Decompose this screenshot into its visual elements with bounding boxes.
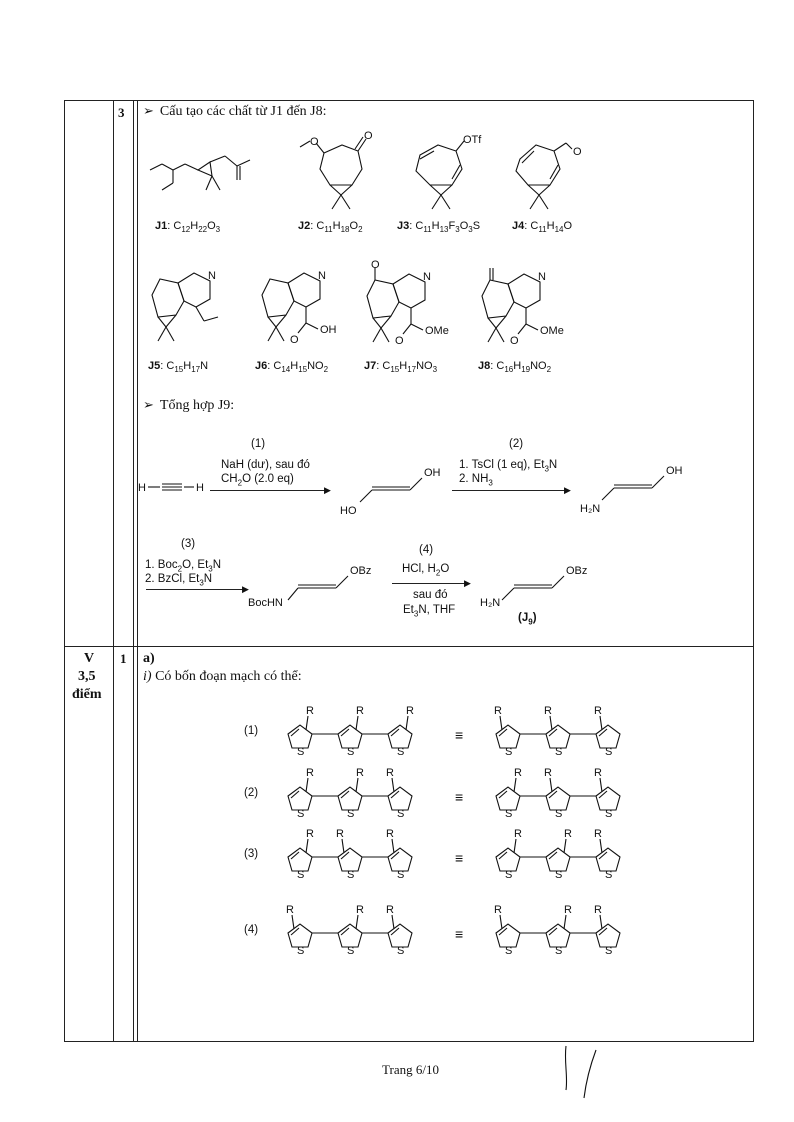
svg-text:S: S bbox=[505, 869, 513, 881]
svg-text:N: N bbox=[538, 271, 546, 283]
svg-text:N: N bbox=[318, 270, 326, 282]
svg-text:N: N bbox=[423, 271, 431, 283]
table-bottom bbox=[64, 1041, 754, 1042]
step4-line3: $Et_3N$, THF bbox=[403, 604, 456, 619]
step1-line2: $CH_2O$ (2.0 eq) bbox=[221, 473, 294, 488]
svg-text:OH: OH bbox=[424, 467, 441, 479]
svg-text:O: O bbox=[371, 259, 380, 271]
arrow-bullet-icon: ➢ bbox=[143, 104, 154, 119]
table-col2-right bbox=[133, 100, 134, 1042]
step3-line2: 2. BzCl, $Et_3N$ bbox=[145, 573, 213, 588]
svg-text:O: O bbox=[310, 136, 319, 148]
svg-text:R: R bbox=[564, 904, 572, 916]
arrow-bullet-icon: ➢ bbox=[143, 398, 154, 413]
svg-text:R: R bbox=[494, 904, 502, 916]
svg-text:R: R bbox=[544, 767, 552, 779]
svg-text:O: O bbox=[364, 130, 373, 142]
svg-text:R: R bbox=[356, 904, 364, 916]
structures-heading bbox=[143, 104, 327, 120]
svg-text:S: S bbox=[555, 746, 563, 758]
svg-text:R: R bbox=[494, 705, 502, 717]
svg-text:S: S bbox=[297, 808, 305, 820]
svg-text:R: R bbox=[406, 705, 414, 717]
svg-text:H: H bbox=[196, 482, 204, 494]
aminobutynol bbox=[580, 462, 700, 522]
label-j6: J6: $C_{14}H_{15}NO_2$ bbox=[255, 360, 329, 375]
structure-j6 bbox=[250, 265, 360, 355]
svg-text:R: R bbox=[356, 767, 364, 779]
equivalence-sign: ≡ bbox=[455, 850, 464, 866]
svg-text:R: R bbox=[514, 767, 522, 779]
acetylene bbox=[138, 478, 218, 498]
chain-label: (4) bbox=[244, 924, 259, 936]
structure-j8 bbox=[470, 262, 590, 357]
svg-text:H₂N: H₂N bbox=[480, 597, 501, 609]
svg-text:R: R bbox=[594, 705, 602, 717]
step1-number: (1) bbox=[251, 438, 266, 450]
thiophene-chain-1 bbox=[270, 698, 670, 768]
svg-text:S: S bbox=[397, 945, 405, 957]
arrow-head-icon: ▶ bbox=[464, 578, 471, 588]
label-j3: J3: $C_{11}H_{13}F_3O_3S$ bbox=[397, 220, 481, 235]
intro-text: Có bốn đoạn mạch có thể: bbox=[155, 669, 302, 684]
svg-text:S: S bbox=[297, 945, 305, 957]
svg-text:S: S bbox=[605, 746, 613, 758]
svg-text:N: N bbox=[208, 270, 216, 282]
step4-number: (4) bbox=[419, 544, 434, 556]
j9-structure bbox=[480, 562, 610, 612]
svg-text:S: S bbox=[555, 808, 563, 820]
structure-j5 bbox=[140, 265, 240, 355]
svg-text:S: S bbox=[605, 808, 613, 820]
svg-text:S: S bbox=[505, 945, 513, 957]
structure-j1 bbox=[140, 140, 280, 220]
row-number-1: 1 bbox=[120, 651, 127, 666]
step3-line1: 1. Boc$_2$O, $Et_3N$ bbox=[145, 559, 222, 574]
arrow-step1 bbox=[210, 490, 328, 491]
svg-text:R: R bbox=[594, 767, 602, 779]
label-j8: J8: $C_{16}H_{19}NO_2$ bbox=[478, 360, 552, 375]
section-divider bbox=[64, 646, 754, 647]
section-points: 3,5 bbox=[78, 669, 96, 684]
svg-text:S: S bbox=[605, 945, 613, 957]
svg-text:OTf: OTf bbox=[463, 134, 482, 146]
table-col2-right-2 bbox=[137, 100, 138, 1042]
step2-line1: 1. TsCl (1 eq), $Et_3N$ bbox=[459, 459, 558, 474]
svg-text:OBz: OBz bbox=[566, 565, 588, 577]
svg-text:O: O bbox=[573, 146, 582, 158]
svg-text:HO: HO bbox=[340, 505, 357, 517]
svg-text:S: S bbox=[347, 808, 355, 820]
handwritten-mark bbox=[556, 1042, 606, 1102]
step1-line1: NaH (dư), sau đó bbox=[221, 459, 310, 471]
svg-text:R: R bbox=[514, 828, 522, 840]
svg-text:R: R bbox=[594, 904, 602, 916]
chain-label: (3) bbox=[244, 848, 259, 860]
svg-text:OMe: OMe bbox=[425, 325, 449, 337]
svg-text:R: R bbox=[356, 705, 364, 717]
svg-text:O: O bbox=[395, 335, 404, 347]
svg-text:R: R bbox=[286, 904, 294, 916]
section-roman: V bbox=[84, 651, 95, 666]
svg-text:S: S bbox=[347, 869, 355, 881]
svg-text:R: R bbox=[594, 828, 602, 840]
arrow-step3 bbox=[146, 589, 246, 590]
structures-heading-text: Cấu tạo các chất từ J1 đến J8: bbox=[159, 104, 327, 119]
svg-text:S: S bbox=[297, 869, 305, 881]
arrow-head-icon: ▶ bbox=[242, 584, 249, 594]
svg-text:S: S bbox=[397, 869, 405, 881]
label-j5: J5: $C_{15}H_{17}N$ bbox=[148, 360, 209, 375]
svg-text:S: S bbox=[347, 746, 355, 758]
svg-text:O: O bbox=[290, 334, 299, 346]
butynediol bbox=[340, 458, 460, 518]
svg-text:R: R bbox=[306, 767, 314, 779]
label-j4: J4: $C_{11}H_{14}O$ bbox=[512, 220, 573, 235]
step2-number: (2) bbox=[509, 438, 524, 450]
equivalence-sign: ≡ bbox=[455, 727, 464, 743]
intro-roman: i) bbox=[143, 669, 152, 684]
table-col1-right bbox=[113, 100, 114, 1042]
label-j7: J7: $C_{15}H_{17}NO_3$ bbox=[364, 360, 438, 375]
row-number-3: 3 bbox=[118, 105, 125, 120]
label-j1: J1: $C_{12}H_{22}O_3$ bbox=[155, 220, 221, 235]
svg-text:R: R bbox=[306, 828, 314, 840]
svg-text:R: R bbox=[306, 705, 314, 717]
svg-text:OMe: OMe bbox=[540, 325, 564, 337]
structure-j4 bbox=[510, 135, 600, 220]
step3-number: (3) bbox=[181, 538, 196, 550]
svg-text:S: S bbox=[505, 746, 513, 758]
section-points-unit: điểm bbox=[72, 687, 102, 702]
table-border-left bbox=[64, 100, 65, 1042]
chain-label: (2) bbox=[244, 787, 259, 799]
part-a-label: a) bbox=[143, 651, 155, 666]
svg-text:R: R bbox=[336, 828, 344, 840]
structure-j3 bbox=[400, 135, 510, 220]
thiophene-chain-4 bbox=[270, 897, 670, 967]
j9-label: $(J_9)$ bbox=[518, 612, 537, 627]
svg-text:OH: OH bbox=[666, 465, 683, 477]
arrow-step4 bbox=[392, 583, 468, 584]
step4-line2: sau đó bbox=[413, 589, 448, 601]
step4-line1: HCl, $H_2O$ bbox=[402, 563, 450, 578]
chain-label: (1) bbox=[244, 725, 259, 737]
svg-text:R: R bbox=[564, 828, 572, 840]
svg-text:S: S bbox=[505, 808, 513, 820]
svg-text:R: R bbox=[544, 705, 552, 717]
svg-text:R: R bbox=[386, 904, 394, 916]
arrow-head-icon: ▶ bbox=[564, 485, 571, 495]
synthesis-heading-text: Tổng hợp J9: bbox=[159, 398, 235, 413]
page-number: Trang 6/10 bbox=[382, 1062, 439, 1077]
table-border-right bbox=[753, 100, 754, 1042]
arrow-step2 bbox=[452, 490, 568, 491]
synthesis-heading bbox=[143, 398, 234, 414]
svg-text:OBz: OBz bbox=[350, 565, 372, 577]
label-j2: J2: $C_{11}H_{18}O_2$ bbox=[298, 220, 363, 235]
svg-text:S: S bbox=[555, 945, 563, 957]
svg-text:BocHN: BocHN bbox=[248, 597, 283, 609]
equivalence-sign: ≡ bbox=[455, 926, 464, 942]
structure-j7 bbox=[355, 259, 475, 357]
svg-text:S: S bbox=[347, 945, 355, 957]
equivalence-sign: ≡ bbox=[455, 789, 464, 805]
thiophene-chain-3 bbox=[270, 821, 670, 891]
svg-text:H₂N: H₂N bbox=[580, 503, 601, 515]
svg-text:R: R bbox=[386, 767, 394, 779]
svg-text:S: S bbox=[397, 746, 405, 758]
svg-text:H: H bbox=[138, 482, 146, 494]
svg-text:S: S bbox=[555, 869, 563, 881]
table-top bbox=[64, 100, 754, 101]
intro-line bbox=[143, 669, 302, 685]
thiophene-chain-2 bbox=[270, 760, 670, 830]
protected-intermediate bbox=[248, 562, 388, 612]
svg-text:OH: OH bbox=[320, 324, 337, 336]
step2-line2: 2. $NH_3$ bbox=[459, 473, 493, 488]
svg-text:S: S bbox=[605, 869, 613, 881]
structure-j2 bbox=[292, 130, 402, 220]
svg-text:S: S bbox=[397, 808, 405, 820]
svg-text:S: S bbox=[297, 746, 305, 758]
arrow-head-icon: ▶ bbox=[324, 485, 331, 495]
svg-text:O: O bbox=[510, 335, 519, 347]
svg-text:R: R bbox=[386, 828, 394, 840]
